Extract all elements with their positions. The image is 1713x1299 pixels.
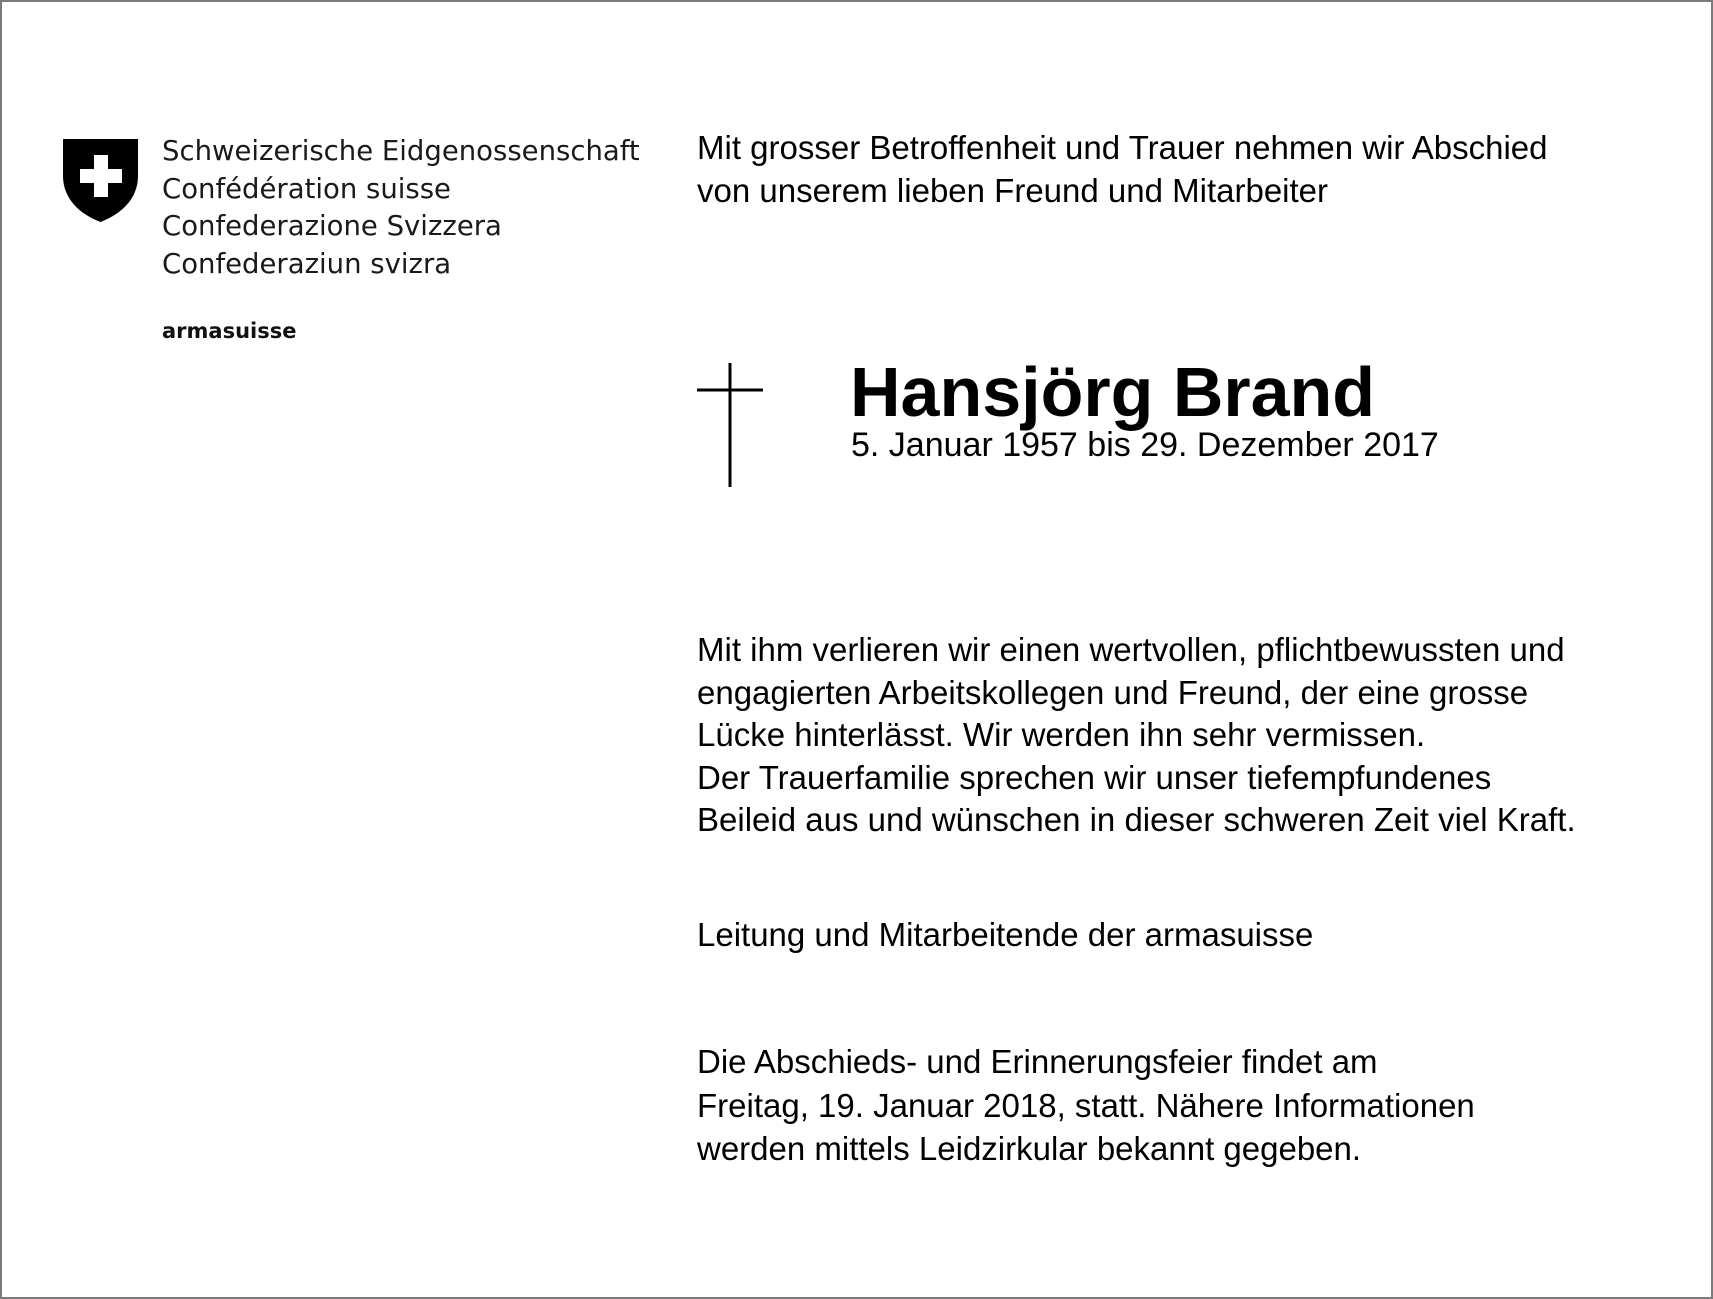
intro-line: von unserem lieben Freund und Mitarbeiter bbox=[697, 172, 1329, 209]
confederation-name-it: Confederazione Svizzera bbox=[162, 210, 502, 242]
organization-name: armasuisse bbox=[162, 319, 297, 343]
ceremony-line: Die Abschieds- und Erinnerungsfeier findet am bbox=[697, 1043, 1378, 1080]
intro-text bbox=[697, 126, 1548, 212]
condolence-line: Beileid aus und wünschen in dieser schweren Zeit viel Kraft. bbox=[697, 801, 1576, 839]
signature-line: Leitung und Mitarbeitende der armasuisse bbox=[697, 916, 1314, 953]
condolence-line: engagierten Arbeitskollegen und Freund, der eine grosse bbox=[697, 673, 1529, 711]
cross-icon bbox=[697, 363, 763, 487]
confederation-name-rm: Confederaziun svizra bbox=[162, 247, 452, 280]
life-dates: 5. Januar 1957 bis 29. Dezember 2017 bbox=[851, 426, 1439, 464]
condolence-line: Mit ihm verlieren wir einen wertvollen, pflichtbewussten und bbox=[697, 631, 1565, 668]
intro-line: Mit grosser Betroffenheit und Trauer nehmen wir Abschied bbox=[697, 129, 1548, 166]
swiss-coat-of-arms-icon bbox=[60, 136, 141, 224]
deceased-name: Hansjörg Brand bbox=[850, 353, 1376, 431]
ceremony-info bbox=[697, 1040, 1475, 1171]
condolence-text bbox=[697, 629, 1576, 842]
confederation-name-de: Schweizerische Eidgenossenschaft bbox=[162, 135, 640, 167]
condolence-line: Der Trauerfamilie sprechen wir unser tiefempfundenes bbox=[697, 758, 1492, 796]
ceremony-line: werden mittels Leidzirkular bekannt gegeben. bbox=[697, 1130, 1362, 1167]
confederation-name-fr: Confédération suisse bbox=[162, 172, 451, 205]
condolence-line: Lücke hinterlässt. Wir werden ihn sehr vermissen. bbox=[697, 716, 1426, 754]
ceremony-line: Freitag, 19. Januar 2018, statt. Nähere Informationen bbox=[697, 1086, 1475, 1124]
confederation-names bbox=[162, 133, 640, 283]
